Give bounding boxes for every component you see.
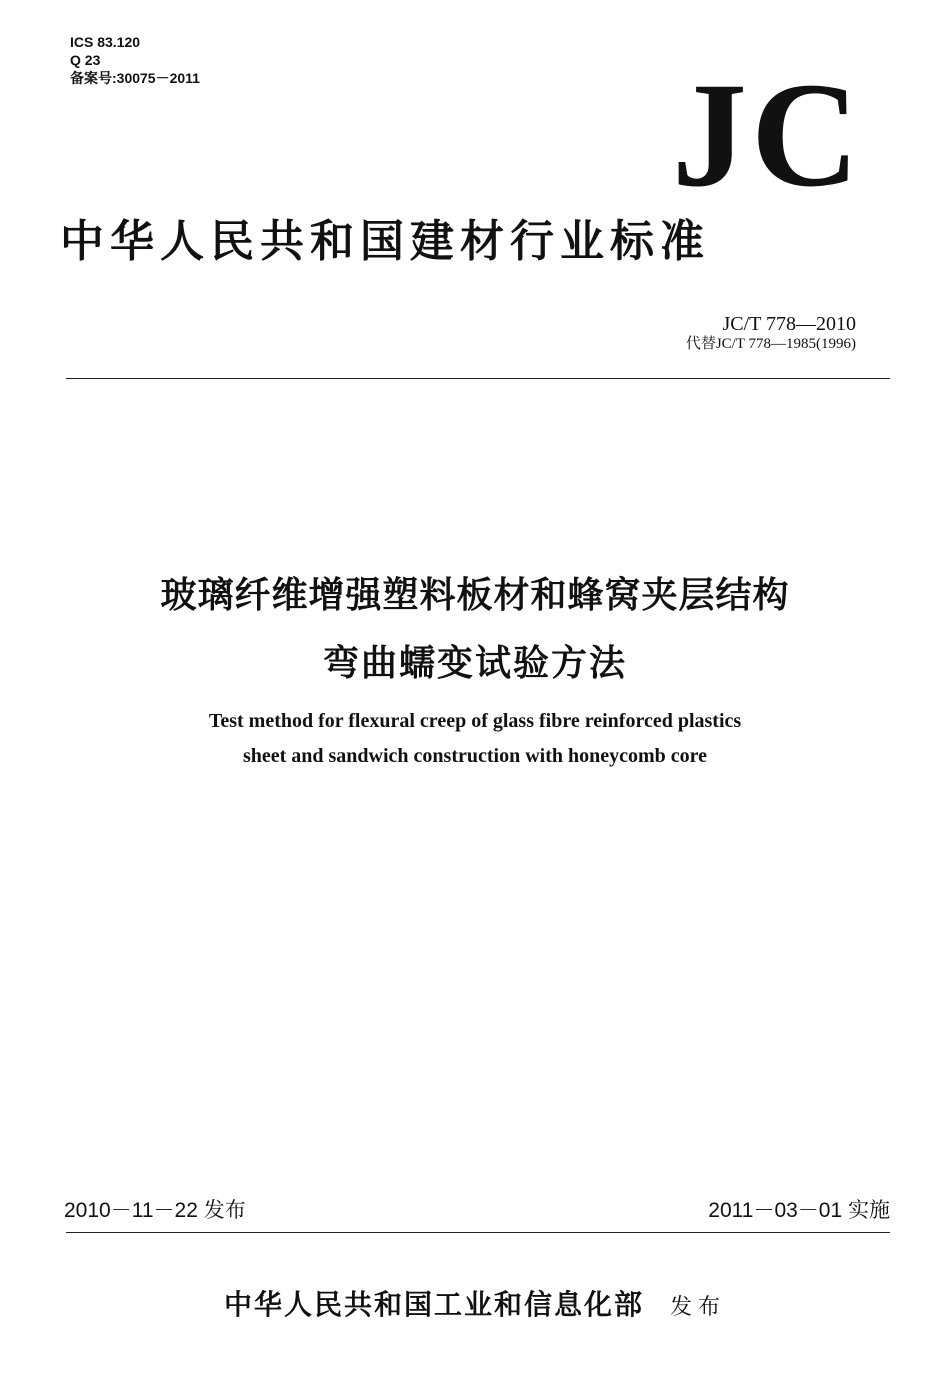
issuer-name: 中华人民共和国工业和信息化部 xyxy=(223,1288,644,1321)
standard-category-title: 中华人民共和国建材行业标准 xyxy=(60,216,710,267)
issue-date: 2010－11－22 发布 xyxy=(64,1199,246,1222)
title-english-line-2: sheet and sandwich construction with honeycomb core xyxy=(242,745,708,767)
standard-code: JC/T 778—2010 xyxy=(722,313,856,335)
document-metadata xyxy=(70,33,200,87)
replaced-standard: 代替JC/T 778—1985(1996) xyxy=(685,336,856,352)
filing-number: 备案号:30075－2011 xyxy=(70,70,200,86)
jc-logo: JC xyxy=(672,52,864,218)
title-chinese-line-2: 弯曲蠕变试验方法 xyxy=(322,643,627,684)
title-english-line-1: Test method for flexural creep of glass fibre reinforced plastics xyxy=(208,710,742,732)
top-divider xyxy=(66,378,890,379)
implementation-date: 2011－03－01 实施 xyxy=(708,1199,890,1222)
bottom-divider xyxy=(66,1232,890,1233)
issuer-action: 发布 xyxy=(670,1295,727,1320)
issuer-line xyxy=(0,1285,950,1328)
ics-code: ICS 83.120 xyxy=(70,34,141,50)
title-chinese-line-1: 玻璃纤维增强塑料板材和蜂窝夹层结构 xyxy=(160,575,790,616)
ccs-code: Q 23 xyxy=(70,52,101,68)
